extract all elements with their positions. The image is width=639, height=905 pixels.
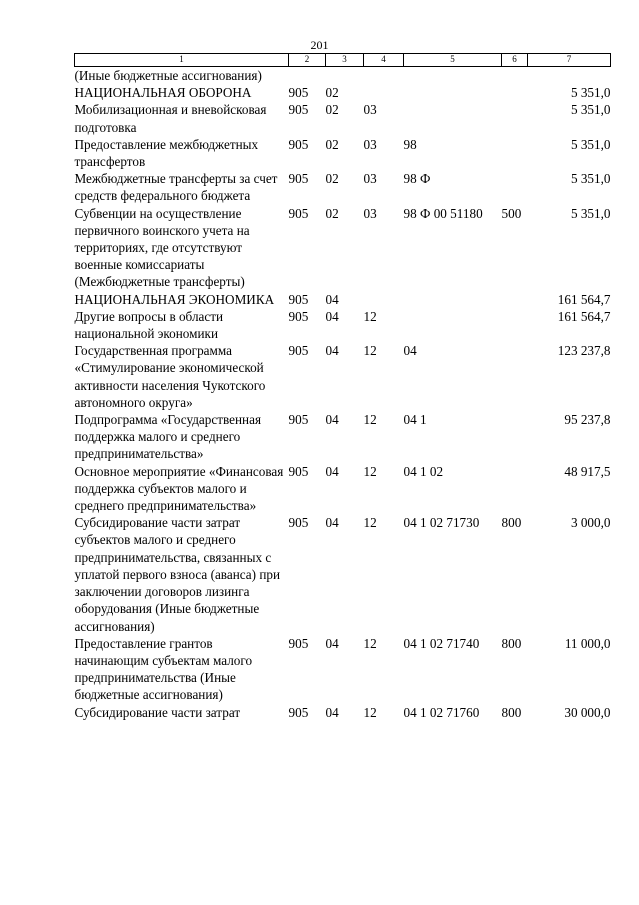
row-expense-type xyxy=(502,67,528,85)
header-col-5: 5 xyxy=(404,54,502,67)
row-section-code: 04 xyxy=(325,343,339,359)
header-col-7: 7 xyxy=(528,54,611,67)
row-target-code xyxy=(404,308,502,342)
row-name: Мобилизационная и вневойсковая подготовка xyxy=(74,102,267,135)
row-subsection-code: 12 xyxy=(363,463,377,479)
row-target-code: 04 1 02 71730 xyxy=(403,515,480,531)
row-ved-code: 905 xyxy=(288,635,309,651)
row-expense-type: 800 xyxy=(501,635,522,651)
row-name: НАЦИОНАЛЬНАЯ ЭКОНОМИКА xyxy=(74,291,275,307)
row-section-code: 02 xyxy=(325,171,339,187)
row-target-code: 04 xyxy=(403,343,417,359)
row-ved-code: 905 xyxy=(288,704,309,720)
row-amount: 161 564,7 xyxy=(557,291,611,307)
row-target-code xyxy=(404,84,502,101)
table-row xyxy=(75,463,611,515)
row-subsection-code: 12 xyxy=(363,412,377,428)
row-target-code: 98 Ф xyxy=(403,171,431,187)
row-amount: 3 000,0 xyxy=(570,515,611,531)
row-expense-type xyxy=(502,84,528,101)
row-target-code: 98 Ф 00 51180 xyxy=(403,205,483,221)
row-target-code: 04 1 02 71740 xyxy=(403,635,480,651)
row-section-code: 04 xyxy=(325,291,339,307)
row-subsection-code: 12 xyxy=(363,515,377,531)
row-section-code: 02 xyxy=(325,205,339,221)
row-subsection-code xyxy=(364,84,404,101)
table-body xyxy=(75,67,611,721)
table-row xyxy=(75,67,611,85)
row-amount: 11 000,0 xyxy=(564,635,611,651)
row-target-code: 98 xyxy=(403,136,417,152)
row-section-code: 02 xyxy=(325,85,339,101)
table-row xyxy=(75,170,611,204)
row-target-code xyxy=(404,101,502,135)
table-header xyxy=(75,54,611,67)
row-name: Межбюджетные трансферты за счет средств федерального бюджета xyxy=(74,171,278,204)
header-col-6: 6 xyxy=(502,54,528,67)
header-row xyxy=(75,54,611,67)
row-name: (Иные бюджетные ассигнования) xyxy=(74,68,262,83)
row-subsection-code xyxy=(364,67,404,85)
header-col-2: 2 xyxy=(289,54,326,67)
row-expense-type xyxy=(502,463,528,515)
table-row xyxy=(75,84,611,101)
row-name: Государственная программа «Стимулирование экономической активности населения Чукотского автономного округа» xyxy=(74,343,266,410)
table-row xyxy=(75,205,611,291)
row-amount: 30 000,0 xyxy=(564,704,611,720)
row-name: НАЦИОНАЛЬНАЯ ОБОРОНА xyxy=(74,85,252,101)
row-ved-code: 905 xyxy=(288,412,309,428)
row-ved-code xyxy=(289,67,326,85)
row-amount: 5 351,0 xyxy=(570,136,611,152)
row-expense-type xyxy=(502,411,528,463)
row-section-code: 02 xyxy=(325,102,339,118)
table-row xyxy=(75,136,611,170)
row-target-code: 04 1 02 71760 xyxy=(403,704,480,720)
table-row xyxy=(75,514,611,634)
row-name: Субсидирование части затрат xyxy=(74,704,241,720)
row-subsection-code: 12 xyxy=(363,704,377,720)
row-section-code: 04 xyxy=(325,515,339,531)
table-row xyxy=(75,704,611,721)
row-subsection-code: 03 xyxy=(363,102,377,118)
row-subsection-code xyxy=(364,291,404,308)
row-ved-code: 905 xyxy=(288,343,309,359)
row-ved-code: 905 xyxy=(288,308,309,324)
page-number: 201 xyxy=(310,38,329,52)
row-section-code: 04 xyxy=(325,308,339,324)
row-expense-type xyxy=(502,342,528,411)
row-amount xyxy=(528,67,611,85)
row-amount: 5 351,0 xyxy=(570,102,611,118)
row-subsection-code: 03 xyxy=(363,205,377,221)
row-subsection-code: 12 xyxy=(363,635,377,651)
header-col-3: 3 xyxy=(326,54,364,67)
row-subsection-code: 12 xyxy=(363,343,377,359)
row-subsection-code: 03 xyxy=(363,136,377,152)
table-row xyxy=(75,411,611,463)
table-row xyxy=(75,308,611,342)
row-ved-code: 905 xyxy=(288,171,309,187)
row-expense-type xyxy=(502,291,528,308)
row-ved-code: 905 xyxy=(288,515,309,531)
row-ved-code: 905 xyxy=(288,205,309,221)
row-name: Основное мероприятие «Финансовая поддержка субъектов малого и среднего предпринимательства» xyxy=(74,463,284,514)
row-subsection-code: 12 xyxy=(363,308,377,324)
row-section-code: 04 xyxy=(325,463,339,479)
row-ved-code: 905 xyxy=(288,291,309,307)
header-col-4: 4 xyxy=(364,54,404,67)
row-name: Предоставление межбюджетных трансфертов xyxy=(74,136,259,170)
row-amount: 161 564,7 xyxy=(557,308,611,324)
table-row xyxy=(75,291,611,308)
row-subsection-code: 03 xyxy=(363,171,377,187)
row-amount: 95 237,8 xyxy=(564,412,611,428)
row-section-code: 04 xyxy=(325,412,339,428)
row-expense-type xyxy=(502,101,528,135)
row-ved-code: 905 xyxy=(288,463,309,479)
row-target-code xyxy=(404,67,502,85)
row-expense-type: 500 xyxy=(501,205,522,221)
table-row xyxy=(75,101,611,135)
row-name: Субвенции на осуществление первичного воинского учета на территориях, где отсутствуют военные комиссариаты (Межбюджетные трансферты) xyxy=(74,205,250,290)
row-name: Субсидирование части затрат субъектов малого и среднего предпринимательства, связанных с уплатой первого взноса (аванса) при заключении договоров лизинга оборудования (Иные бюджетные ассигнования) xyxy=(74,515,281,634)
row-expense-type xyxy=(502,170,528,204)
row-amount: 123 237,8 xyxy=(557,343,611,359)
row-section-code: 02 xyxy=(325,136,339,152)
row-name: Другие вопросы в области национальной экономики xyxy=(74,308,224,342)
row-expense-type: 800 xyxy=(501,515,522,531)
row-name: Подпрограмма «Государственная поддержка малого и среднего предпринимательства» xyxy=(74,412,262,462)
row-expense-type: 800 xyxy=(501,704,522,720)
row-target-code xyxy=(404,291,502,308)
header-col-1: 1 xyxy=(75,54,289,67)
row-amount: 5 351,0 xyxy=(570,85,611,101)
row-amount: 5 351,0 xyxy=(570,171,611,187)
row-expense-type xyxy=(502,308,528,342)
row-section-code xyxy=(326,67,364,85)
row-expense-type xyxy=(502,136,528,170)
row-ved-code: 905 xyxy=(288,136,309,152)
budget-table xyxy=(74,53,611,721)
row-section-code: 04 xyxy=(325,635,339,651)
row-ved-code: 905 xyxy=(288,85,309,101)
row-target-code: 04 1 xyxy=(403,412,427,428)
row-section-code: 04 xyxy=(325,704,339,720)
table-row xyxy=(75,635,611,704)
table-row xyxy=(75,342,611,411)
row-amount: 5 351,0 xyxy=(570,205,611,221)
row-amount: 48 917,5 xyxy=(564,463,611,479)
row-target-code: 04 1 02 xyxy=(403,463,444,479)
row-ved-code: 905 xyxy=(288,102,309,118)
row-name: Предоставление грантов начинающим субъектам малого предпринимательства (Иные бюджетные ассигнования) xyxy=(74,635,253,703)
